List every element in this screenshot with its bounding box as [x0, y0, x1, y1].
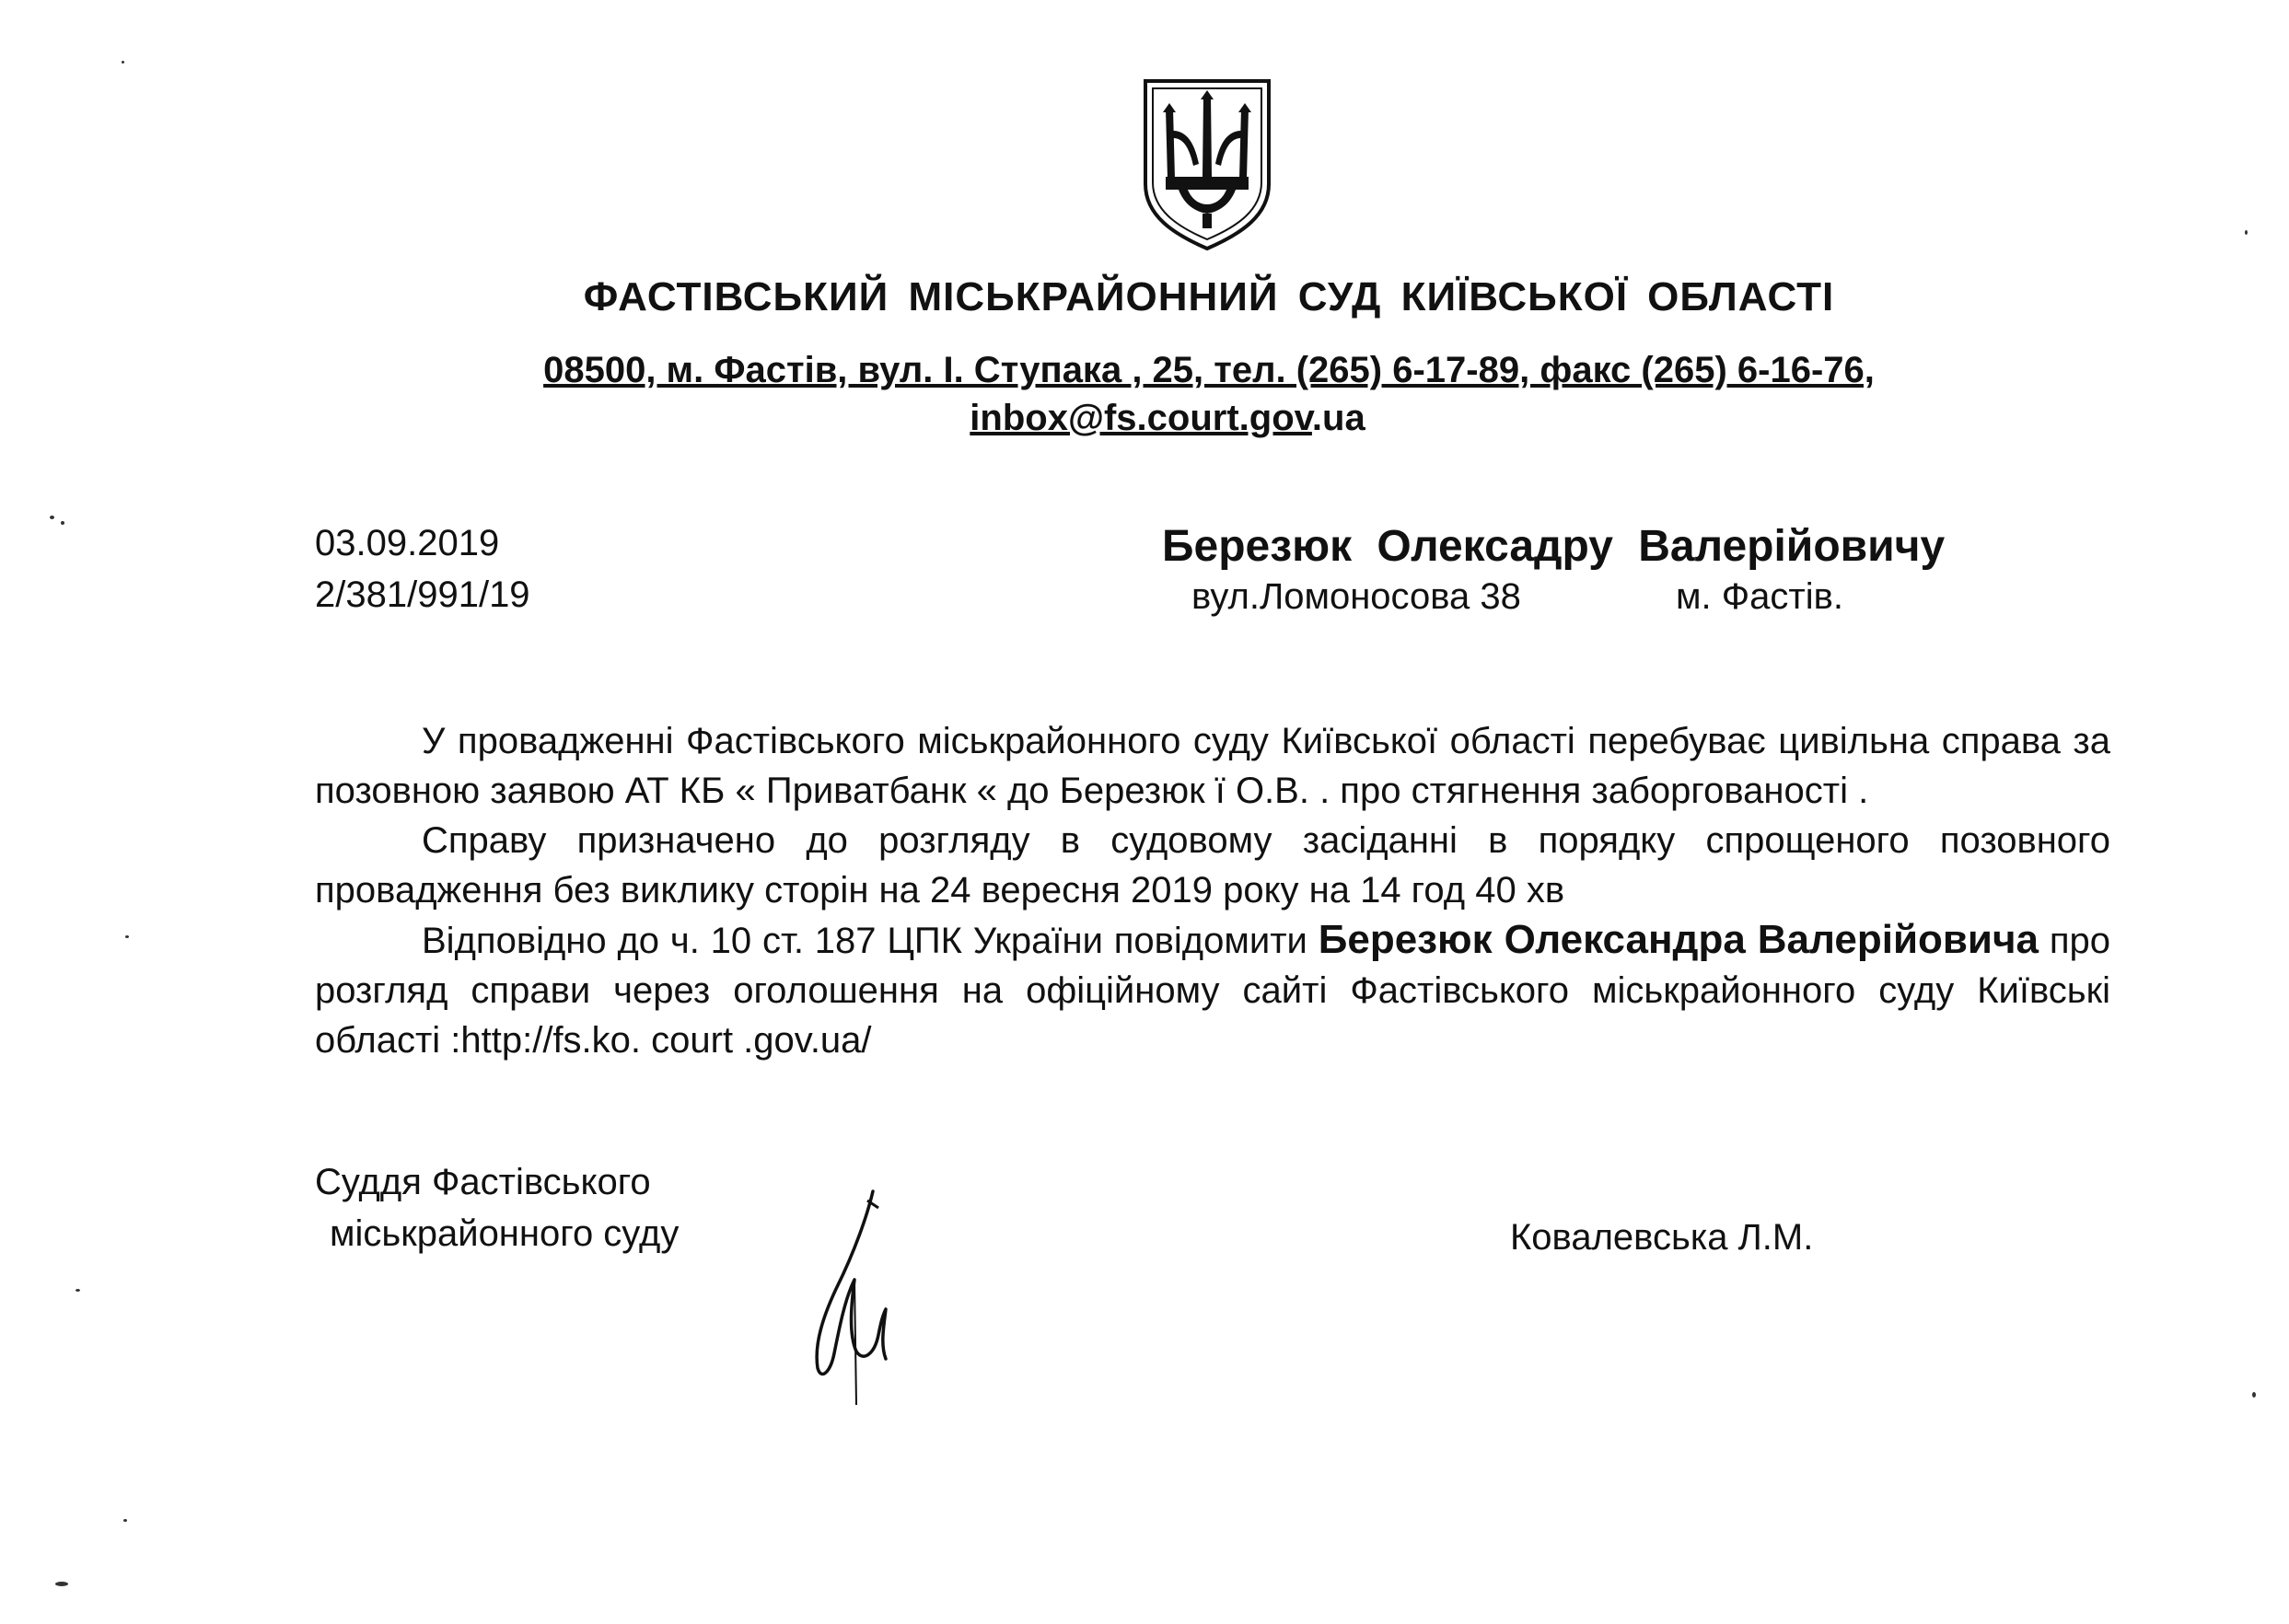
court-email-line: [0, 398, 2289, 439]
scan-speck: [76, 1289, 80, 1292]
scan-speck: [122, 61, 124, 64]
court-name: ФАСТІВСЬКИЙ МІСЬКРАЙОННИЙ СУД КИЇВСЬКОЇ ОБЛАСТІ: [583, 274, 1835, 319]
handwritten-signature: [790, 1188, 910, 1409]
judge-title-line-2: міськрайонного суду: [330, 1213, 680, 1254]
body-paragraph-3-end: про розгляд справи через оголошення на офіційному сайті Фастівського міськрайонного суду Київські області :http://fs.ko. court .gov.ua/: [315, 921, 2110, 1061]
recipient-city: м. Фастів.: [1676, 576, 1843, 617]
scan-speck: [123, 1519, 127, 1522]
scan-speck: [125, 935, 129, 938]
recipient-street: вул.Ломоносова 38: [1191, 576, 1521, 617]
case-number: 2/381/991/19: [315, 574, 530, 615]
document-date: 03.09.2019: [315, 523, 500, 563]
body-paragraph-2: Справу призначено до розгляду в судовому засіданні в порядку спрощеного позовного провадження без виклику сторін на 24 вересня 2019 року на 14 год 40 хв: [315, 820, 2110, 911]
scan-speck: [50, 516, 54, 519]
judge-name: Ковалевська Л.М.: [1510, 1217, 1814, 1258]
trident-coat-of-arms-icon: [1138, 75, 1276, 252]
scan-speck: [2252, 1392, 2256, 1398]
court-email-suffix: .ua: [1311, 398, 1365, 438]
judge-title-line-1: Суддя Фастівського: [315, 1162, 651, 1202]
scan-speck: [55, 1582, 68, 1586]
court-address: 08500, м. Фастів, вул. І. Ступака , 25, тел. (265) 6-17-89, факс (265) 6-16-76,: [543, 350, 1875, 390]
body-paragraph-1: У провадженні Фастівського міськрайонного суду Київської області перебуває цивільна справа за позовною заявою АТ КБ « Приватбанк « до Березюк ї О.В. . про стягнення заборгованості .: [315, 721, 2110, 811]
recipient-name: Березюк Олексадру Валерійовичу: [1162, 522, 1946, 571]
court-email: inbox@fs.court.gov: [970, 398, 1312, 438]
letter-body: [315, 716, 2110, 1065]
scan-speck: [2245, 230, 2248, 235]
defendant-name: Березюк Олександра Валерійовича: [1318, 917, 2039, 962]
body-paragraph-3-start: Відповідно до ч. 10 ст. 187 ЦПК України повідомити: [422, 921, 1307, 961]
scan-speck: [61, 521, 64, 525]
body-paragraph-3: [315, 915, 2110, 1065]
